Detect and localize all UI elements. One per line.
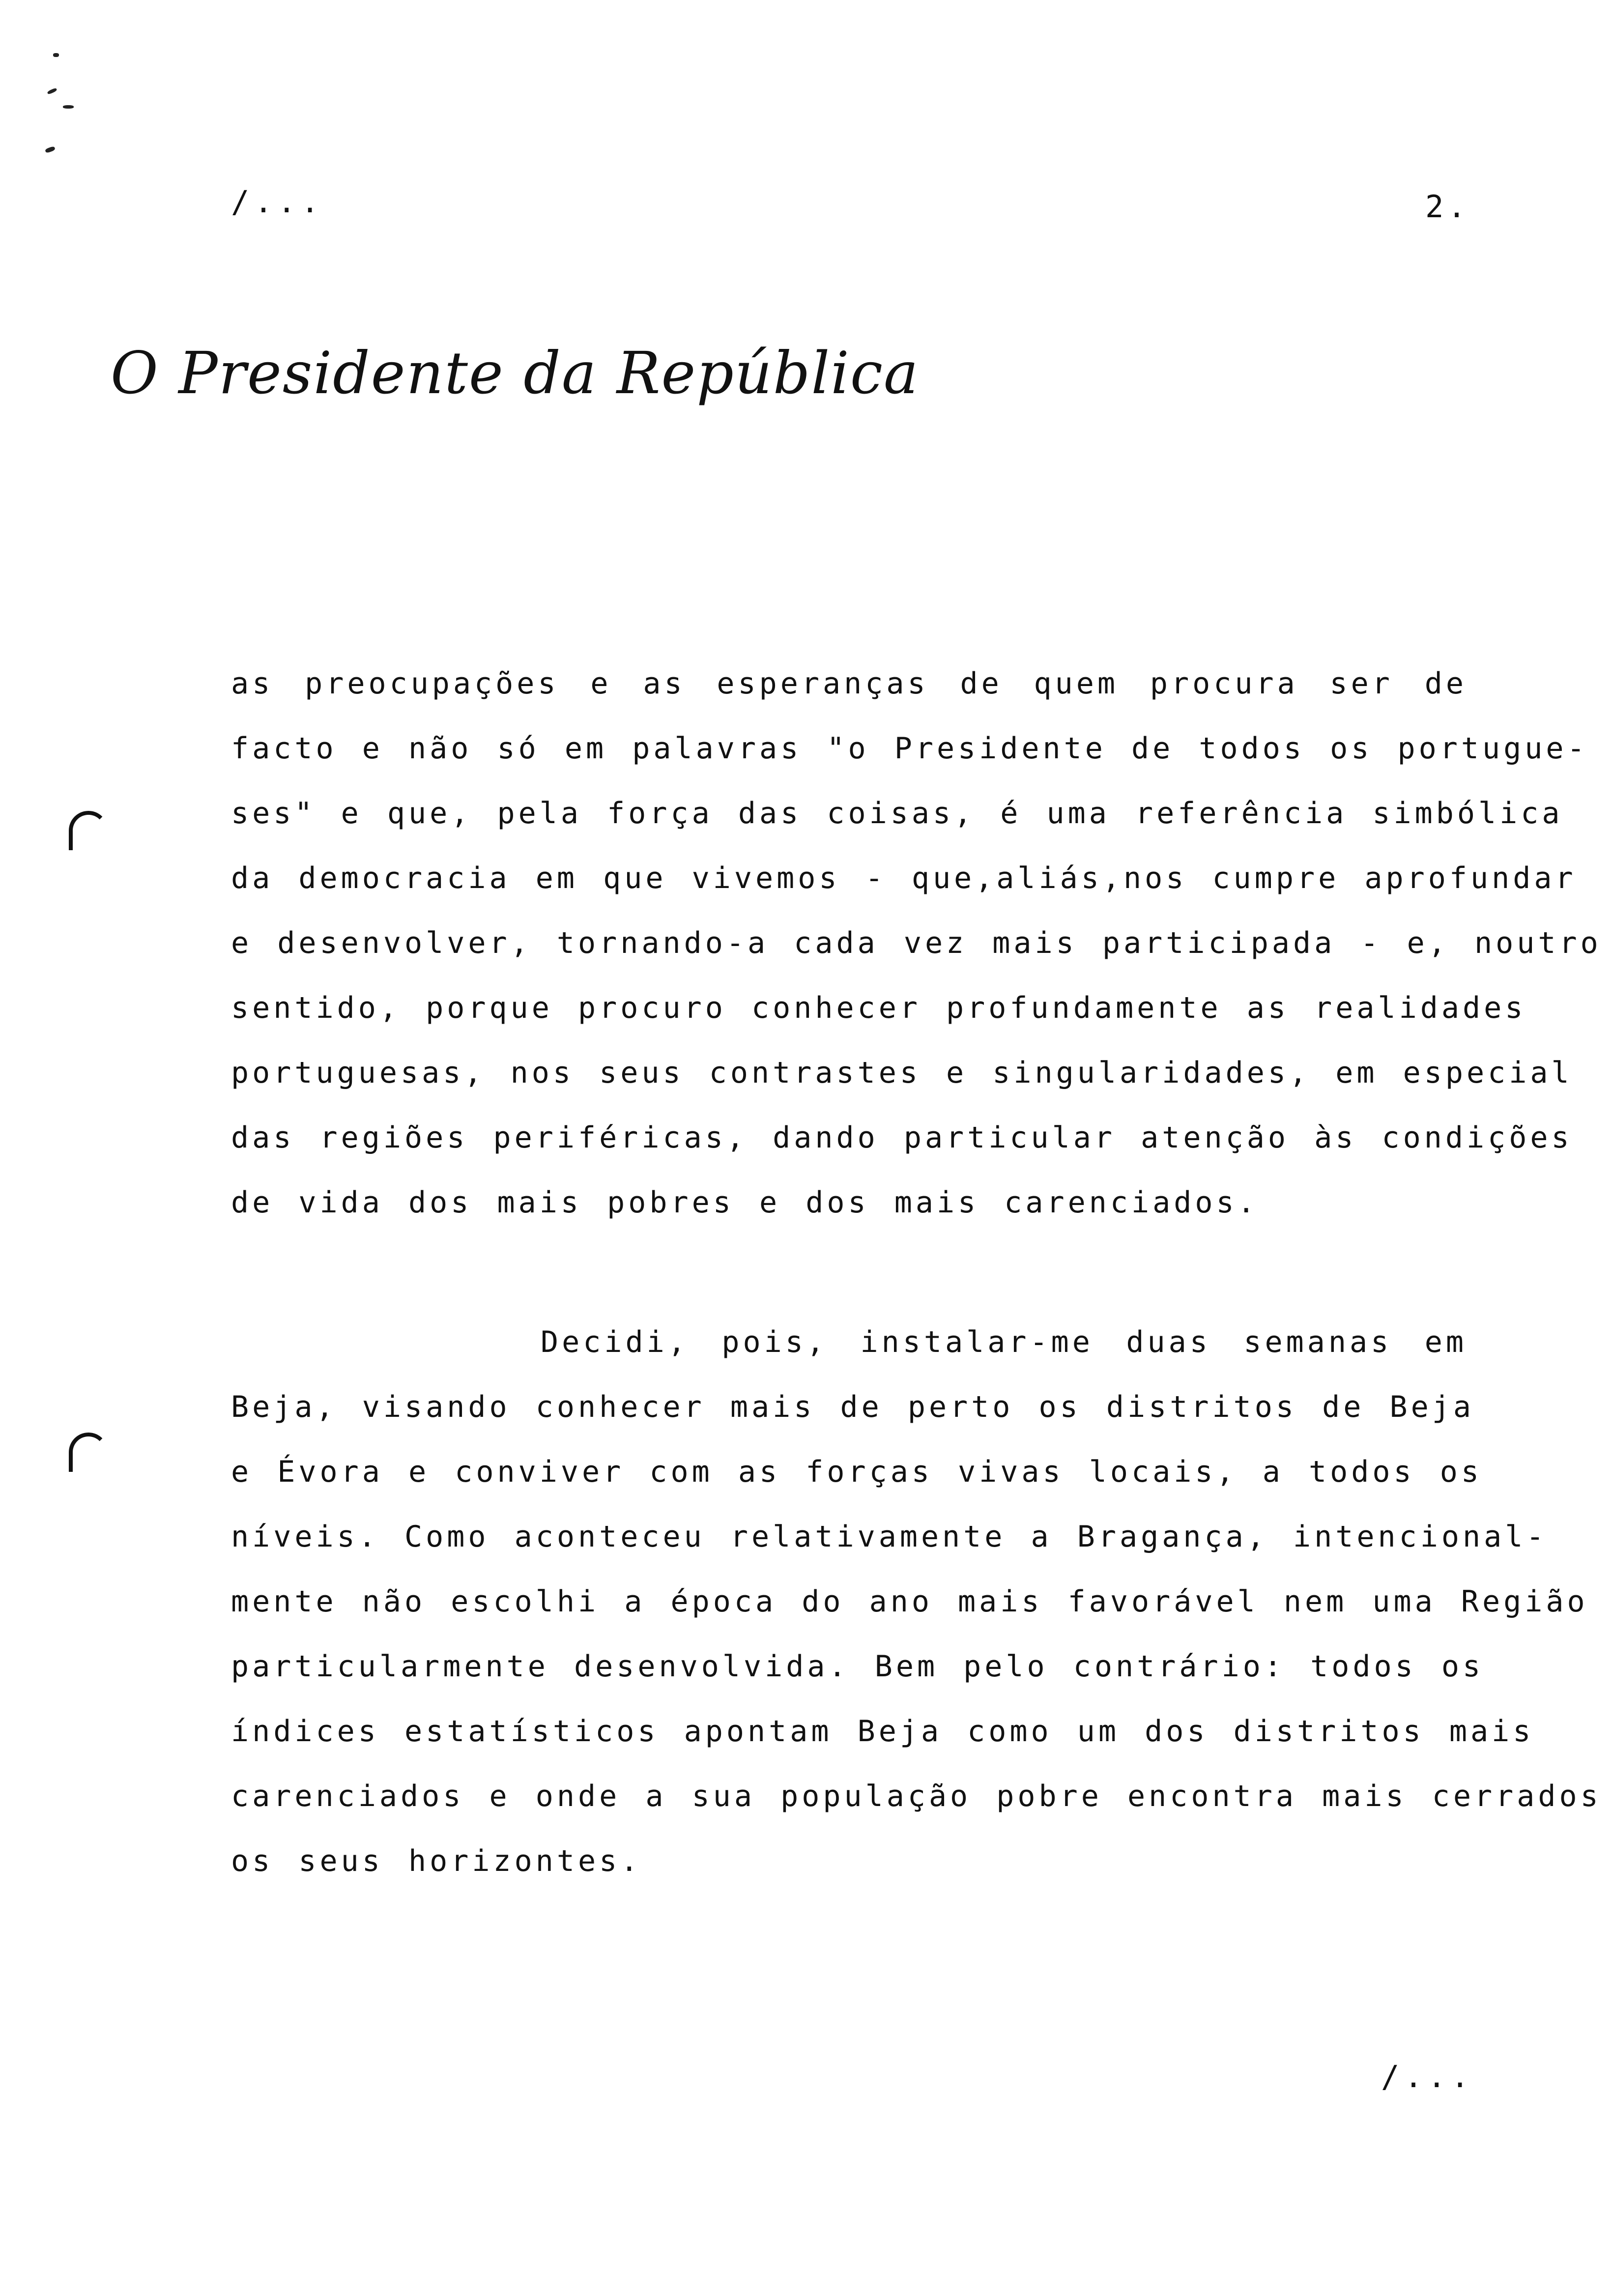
- text-line: carenciados e onde a sua população pobre encontra mais cerrados: [231, 1779, 1602, 1813]
- scan-speck: [45, 146, 56, 153]
- text-line: as preocupações e as esperanças de quem procura ser de: [231, 666, 1467, 701]
- scan-speck: [63, 105, 74, 109]
- text-line: portuguesas, nos seus contrastes e singularidades, em especial: [231, 1056, 1573, 1090]
- scan-speck: [47, 87, 57, 95]
- text-line: Decidi, pois, instalar-me duas semanas em: [541, 1325, 1467, 1359]
- punch-hole-mark: [69, 1433, 108, 1472]
- text-line: Beja, visando conhecer mais de perto os distritos de Beja: [231, 1390, 1475, 1424]
- text-line: das regiões periféricas, dando particular atenção às condições: [231, 1120, 1573, 1155]
- text-line: da democracia em que vivemos - que,aliás,nos cumpre aprofundar: [231, 861, 1577, 895]
- continuation-mark-top: /...: [231, 184, 324, 220]
- text-line: mente não escolhi a época do ano mais favorável nem uma Região: [231, 1584, 1588, 1619]
- text-line: e Évora e conviver com as forças vivas locais, a todos os: [231, 1455, 1483, 1489]
- text-line: sentido, porque procuro conhecer profundamente as realidades: [231, 991, 1526, 1025]
- continuation-mark-bottom: /...: [1381, 2059, 1474, 2095]
- text-line: de vida dos mais pobres e dos mais carenciados.: [231, 1185, 1259, 1220]
- body-paragraph-2: [231, 1310, 1602, 1894]
- page-number: 2.: [1425, 189, 1470, 225]
- letterhead-title: O Presidente da República: [111, 339, 920, 407]
- text-line: particularmente desenvolvida. Bem pelo contrário: todos os: [231, 1649, 1484, 1684]
- text-line: facto e não só em palavras "o Presidente de todos os portugue-: [231, 731, 1588, 766]
- text-line: ses" e que, pela força das coisas, é uma referência simbólica: [231, 796, 1563, 831]
- punch-hole-mark: [69, 811, 108, 850]
- scan-speck: [53, 53, 59, 57]
- text-line: índices estatísticos apontam Beja como um dos distritos mais: [231, 1714, 1534, 1749]
- body-paragraph-1: [231, 651, 1602, 1235]
- text-line: e desenvolver, tornando-a cada vez mais participada - e, noutro: [231, 926, 1602, 960]
- text-line: níveis. Como aconteceu relativamente a Bragança, intencional-: [231, 1520, 1548, 1554]
- text-line: os seus horizontes.: [231, 1844, 642, 1878]
